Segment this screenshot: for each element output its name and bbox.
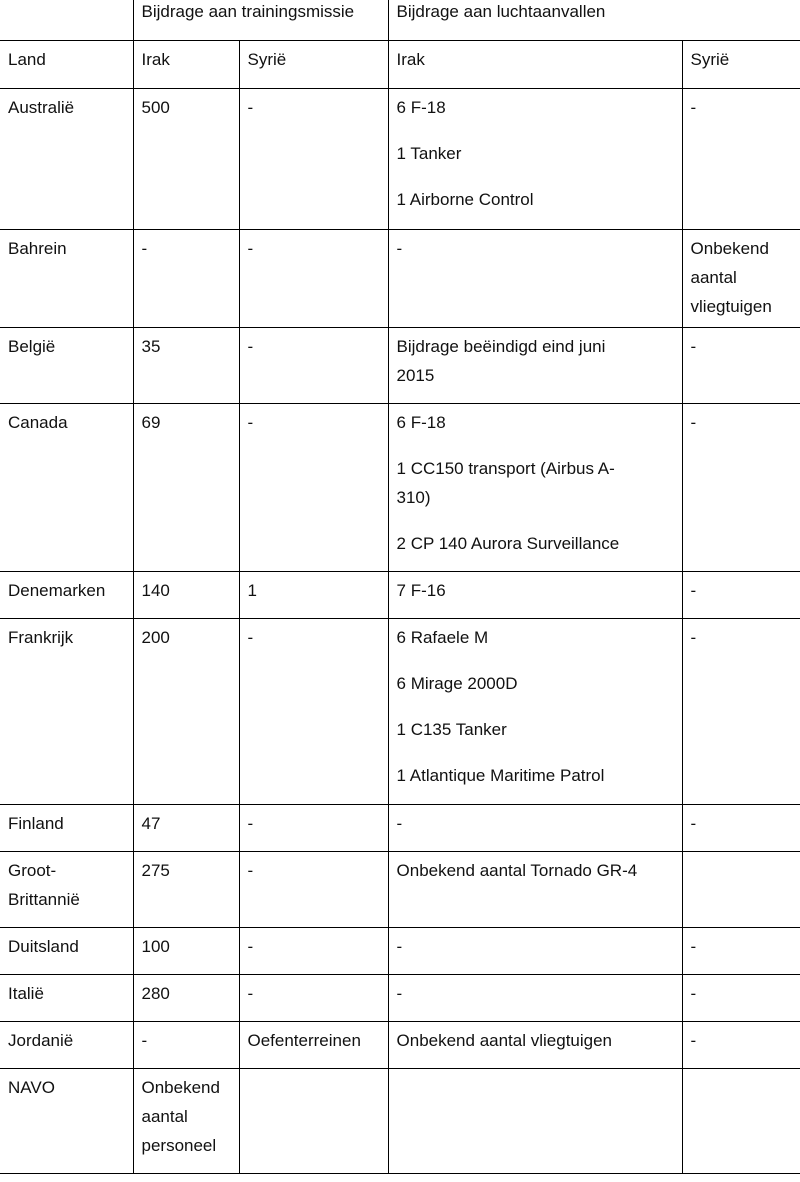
air-iraq-cell: [388, 89, 682, 230]
training-iraq-cell: [133, 619, 239, 805]
air-syria-cell: [682, 975, 800, 1022]
cell-text: Onbekend aantal vliegtuigen: [396, 1031, 613, 1050]
cell-text: 1 CC150 transport (Airbus A-: [396, 459, 615, 478]
training-iraq-cell: [133, 975, 239, 1022]
training-iraq-cell: [133, 404, 239, 572]
header-air-strikes: Bijdrage aan luchtaanvallen: [388, 0, 800, 41]
air-syria-cell: [682, 928, 800, 975]
table-row: [0, 975, 800, 1022]
cell-text: Onbekend aantal Tornado GR-4: [396, 861, 638, 880]
air-iraq-cell: [388, 328, 682, 404]
country-cell: [0, 928, 133, 975]
cell-text: Onbekend: [141, 1078, 220, 1097]
country-cell: [0, 328, 133, 404]
country-name: Bahrein: [8, 239, 67, 258]
cell-text: 35: [141, 337, 161, 356]
cell-text: -: [690, 814, 697, 833]
air-iraq-cell: [388, 805, 682, 852]
table-row: [0, 1069, 800, 1174]
training-iraq-cell: [133, 572, 239, 619]
header-air-iraq: Irak: [388, 41, 682, 89]
cell-text: Onbekend: [690, 239, 769, 258]
country-name: Duitsland: [8, 937, 79, 956]
header-country: Land: [0, 41, 133, 89]
cell-text: -: [690, 628, 697, 647]
cell-text: -: [396, 937, 403, 956]
cell-text: aantal: [690, 268, 737, 287]
cell-text: -: [396, 239, 403, 258]
country-cell: [0, 1069, 133, 1174]
cell-text: 1 Tanker: [396, 144, 462, 163]
air-syria-cell: [682, 852, 800, 928]
cell-text: 1: [247, 581, 257, 600]
header-training-mission: Bijdrage aan trainingsmissie: [133, 0, 388, 41]
air-syria-cell: [682, 572, 800, 619]
country-cell: [0, 89, 133, 230]
training-iraq-cell: [133, 89, 239, 230]
country-cell: [0, 852, 133, 928]
air-iraq-cell: [388, 975, 682, 1022]
table-row: [0, 572, 800, 619]
country-cell: [0, 404, 133, 572]
cell-text: 69: [141, 413, 161, 432]
table-body: [0, 89, 800, 1174]
cell-text: 6 F-18: [396, 98, 446, 117]
cell-text: -: [690, 937, 697, 956]
training-syria-cell: [239, 89, 388, 230]
cell-text: 47: [141, 814, 161, 833]
air-iraq-cell: [388, 852, 682, 928]
cell-text: 200: [141, 628, 170, 647]
air-iraq-cell: [388, 572, 682, 619]
cell-text: -: [247, 937, 254, 956]
air-iraq-cell: [388, 404, 682, 572]
air-syria-cell: [682, 619, 800, 805]
cell-text: 310): [396, 488, 431, 507]
country-name: Jordanië: [8, 1031, 74, 1050]
table-row: [0, 928, 800, 975]
training-iraq-cell: [133, 852, 239, 928]
training-iraq-cell: [133, 1069, 239, 1174]
country-name: NAVO: [8, 1078, 55, 1097]
air-iraq-cell: [388, 1069, 682, 1174]
training-syria-cell: [239, 230, 388, 328]
training-syria-cell: [239, 805, 388, 852]
air-iraq-cell: [388, 619, 682, 805]
air-syria-cell: [682, 1069, 800, 1174]
country-cell: [0, 619, 133, 805]
table-row: [0, 328, 800, 404]
cell-text: -: [690, 984, 697, 1003]
air-syria-cell: [682, 1022, 800, 1069]
cell-text: -: [247, 984, 254, 1003]
training-syria-cell: [239, 619, 388, 805]
country-cell: [0, 1022, 133, 1069]
table-row: [0, 805, 800, 852]
country-name: Groot-: [8, 861, 57, 880]
training-iraq-cell: [133, 928, 239, 975]
country-name: België: [8, 337, 56, 356]
training-syria-cell: [239, 1069, 388, 1174]
country-cell: [0, 805, 133, 852]
air-syria-cell: [682, 805, 800, 852]
cell-text: 7 F-16: [396, 581, 446, 600]
cell-text: -: [247, 239, 254, 258]
cell-text: -: [247, 413, 254, 432]
cell-text: -: [247, 98, 254, 117]
header-training-iraq: Irak: [133, 41, 239, 89]
header-row-sub: [0, 41, 800, 89]
cell-text: 275: [141, 861, 170, 880]
cell-text: -: [396, 814, 403, 833]
table-row: [0, 1022, 800, 1069]
table-row: [0, 89, 800, 230]
cell-text: 1 Atlantique Maritime Patrol: [396, 766, 605, 785]
cell-text: Bijdrage beëindigd eind juni: [396, 337, 606, 356]
country-name: Finland: [8, 814, 64, 833]
training-syria-cell: [239, 975, 388, 1022]
cell-text: Oefenterreinen: [247, 1031, 361, 1050]
training-syria-cell: [239, 852, 388, 928]
table-row: [0, 852, 800, 928]
cell-text: 6 Mirage 2000D: [396, 674, 518, 693]
cell-text: -: [247, 628, 254, 647]
training-iraq-cell: [133, 1022, 239, 1069]
training-syria-cell: [239, 328, 388, 404]
cell-text: -: [141, 1031, 148, 1050]
table-row: [0, 619, 800, 805]
header-blank-cell: [0, 0, 133, 41]
training-iraq-cell: [133, 328, 239, 404]
air-syria-cell: [682, 230, 800, 328]
header-row-top: [0, 0, 800, 41]
air-syria-cell: [682, 89, 800, 230]
training-iraq-cell: [133, 230, 239, 328]
country-name: Frankrijk: [8, 628, 74, 647]
cell-text: -: [690, 581, 697, 600]
air-syria-cell: [682, 328, 800, 404]
cell-text: vliegtuigen: [690, 297, 772, 316]
cell-text: 100: [141, 937, 170, 956]
cell-text: -: [247, 337, 254, 356]
air-iraq-cell: [388, 230, 682, 328]
header-training-syria: Syrië: [239, 41, 388, 89]
cell-text: -: [690, 98, 697, 117]
training-syria-cell: [239, 572, 388, 619]
cell-text: 1 C135 Tanker: [396, 720, 507, 739]
header-air-syria: Syrië: [682, 41, 800, 89]
cell-text: 6 F-18: [396, 413, 446, 432]
cell-text: -: [690, 337, 697, 356]
country-name: Denemarken: [8, 581, 106, 600]
training-syria-cell: [239, 928, 388, 975]
cell-text: 140: [141, 581, 170, 600]
air-iraq-cell: [388, 1022, 682, 1069]
country-name-continued: Brittannië: [8, 890, 80, 909]
training-syria-cell: [239, 1022, 388, 1069]
training-syria-cell: [239, 404, 388, 572]
cell-text: -: [141, 239, 148, 258]
cell-text: -: [247, 861, 254, 880]
country-name: Canada: [8, 413, 68, 432]
cell-text: personeel: [141, 1136, 217, 1155]
air-syria-cell: [682, 404, 800, 572]
table-row: [0, 404, 800, 572]
country-name: Italië: [8, 984, 44, 1003]
cell-text: 1 Airborne Control: [396, 190, 534, 209]
country-cell: [0, 230, 133, 328]
training-iraq-cell: [133, 805, 239, 852]
cell-text: -: [690, 413, 697, 432]
cell-text: 6 Rafaele M: [396, 628, 489, 647]
country-cell: [0, 975, 133, 1022]
cell-text: -: [690, 1031, 697, 1050]
cell-text: 2 CP 140 Aurora Surveillance: [396, 534, 620, 553]
cell-text: -: [247, 814, 254, 833]
cell-text: 2015: [396, 366, 435, 385]
country-name: Australië: [8, 98, 75, 117]
cell-text: -: [396, 984, 403, 1003]
table-row: [0, 230, 800, 328]
air-iraq-cell: [388, 928, 682, 975]
cell-text: 280: [141, 984, 170, 1003]
cell-text: aantal: [141, 1107, 188, 1126]
cell-text: 500: [141, 98, 170, 117]
country-cell: [0, 572, 133, 619]
